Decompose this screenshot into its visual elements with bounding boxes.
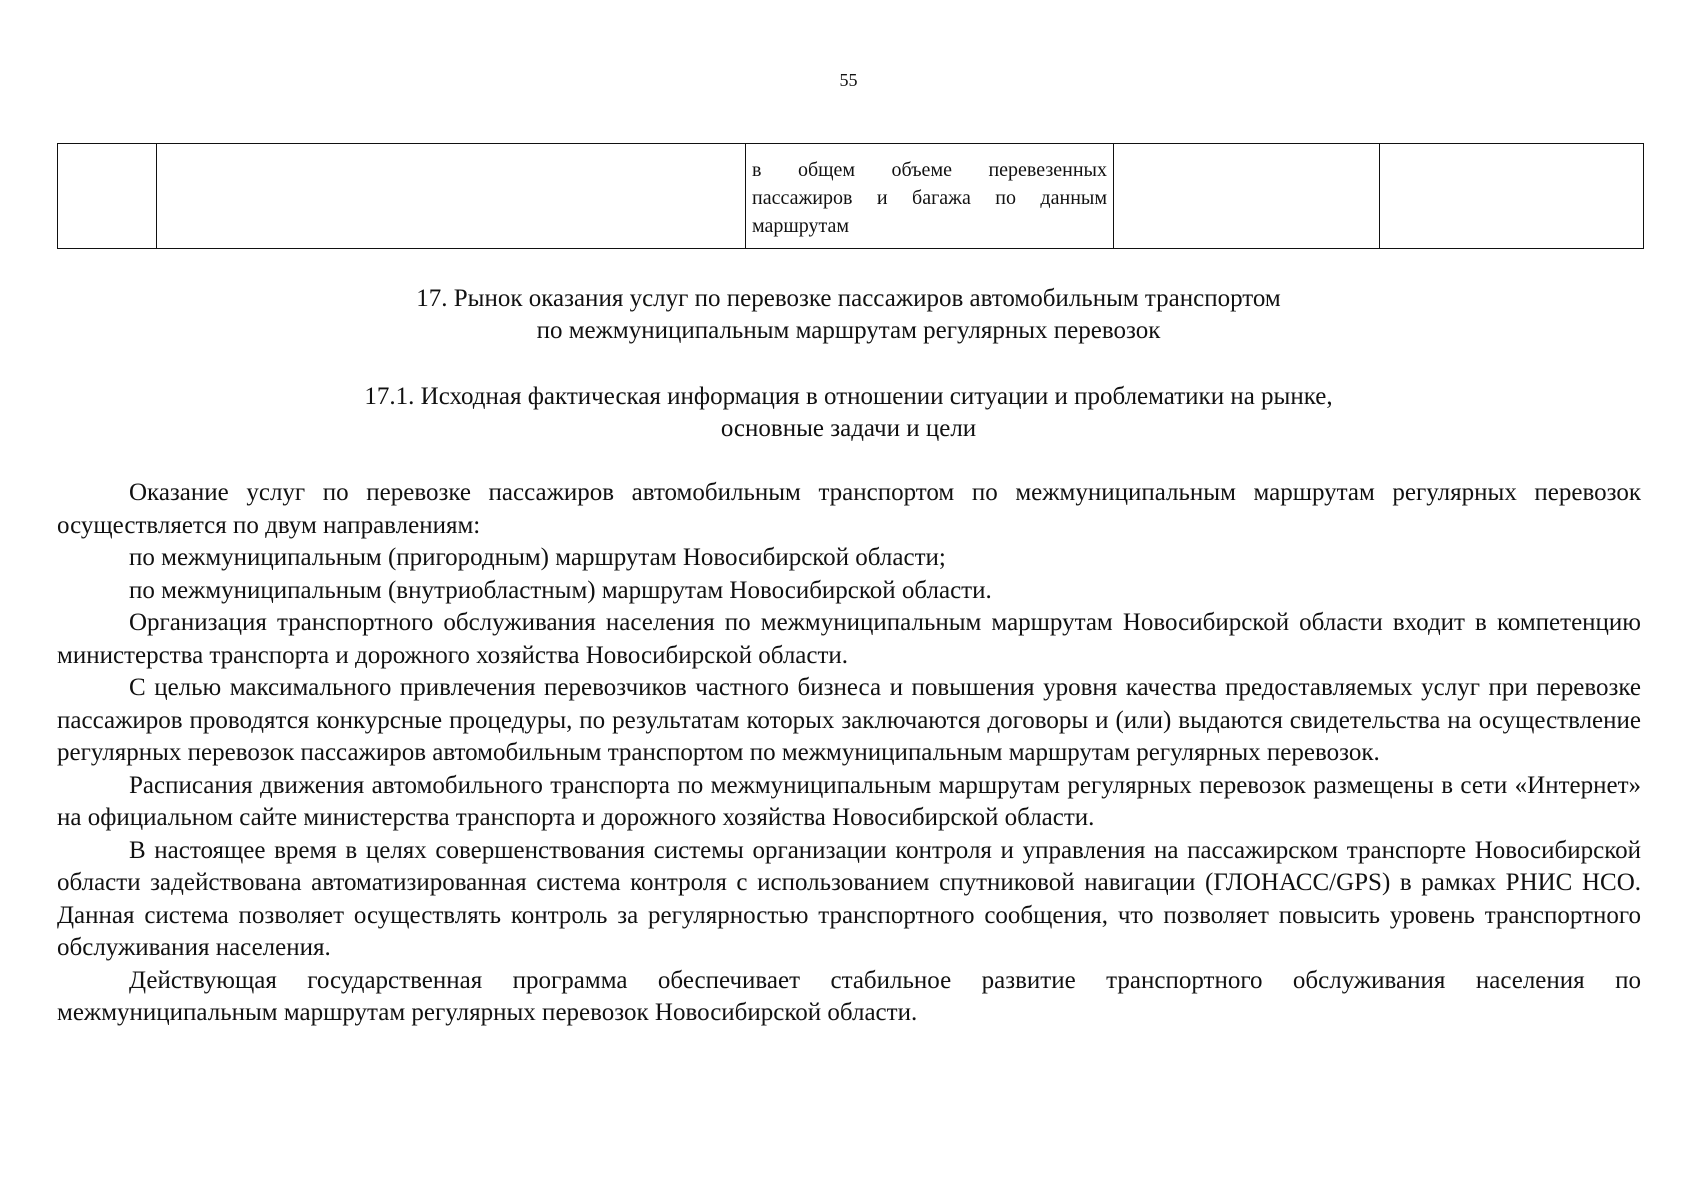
subsection-heading-line: 17.1. Исходная фактическая информация в отношении ситуации и проблематики на рынке, bbox=[364, 383, 1333, 410]
paragraph: Расписания движения автомобильного транспорта по межмуниципальным маршрутам регулярных перевозок размещены в сети «Интернет» на официальном сайте министерства транспорта и дорожного хозяйства Новосибирской области. bbox=[57, 771, 1641, 831]
paragraph: Действующая государственная программа обеспечивает стабильное развитие транспортного обслуживания населения по межмуниципальным маршрутам регулярных перевозок Новосибирской области. bbox=[57, 966, 1641, 1026]
section-heading bbox=[0, 283, 1697, 347]
table-cell-measure bbox=[157, 144, 746, 249]
table-cell-responsible bbox=[1380, 144, 1644, 249]
paragraph: по межмуниципальным (внутриобластным) маршрутам Новосибирской области. bbox=[129, 576, 992, 604]
section-heading-line: по межмуниципальным маршрутам регулярных перевозок bbox=[536, 317, 1161, 344]
page-number: 55 bbox=[839, 70, 858, 90]
table-cell-number bbox=[58, 144, 157, 249]
section-heading-line: 17. Рынок оказания услуг по перевозке пассажиров автомобильным транспортом bbox=[416, 285, 1281, 312]
subsection-heading-line: основные задачи и цели bbox=[720, 415, 977, 442]
paragraph: С целью максимального привлечения перевозчиков частного бизнеса и повышения уровня качества предоставляемых услуг при перевозке пассажиров проводятся конкурсные процедуры, по результатам которых заключаются договоры и (или) выдаются свидетельства на осуществление регулярных перевозок пассажиров автомобильным транспортом по межмуниципальным маршрутам регулярных перевозок. bbox=[57, 674, 1641, 766]
continuation-table bbox=[57, 143, 1644, 249]
table-cell-indicator: в общем объеме перевезенных пассажиров и багажа по данным маршрутам bbox=[746, 144, 1114, 249]
body-text bbox=[57, 477, 1641, 1030]
paragraph: В настоящее время в целях совершенствования системы организации контроля и управления на пассажирском транспорте Новосибирской области задействована автоматизированная система контроля с использованием спутниковой навигации (ГЛОНАСС/GPS) в рамках РНИС НСО. Данная система позволяет осуществлять контроль за регулярностью транспортного сообщения, что позволяет повысить уровень транспортного обслуживания населения. bbox=[57, 836, 1641, 961]
table-row bbox=[58, 144, 1644, 249]
table-cell-value bbox=[1114, 144, 1380, 249]
paragraph: Организация транспортного обслуживания населения по межмуниципальным маршрутам Новосибирской области входит в компетенцию министерства транспорта и дорожного хозяйства Новосибирской области. bbox=[57, 609, 1641, 669]
paragraph: по межмуниципальным (пригородным) маршрутам Новосибирской области; bbox=[129, 544, 946, 571]
paragraph: Оказание услуг по перевозке пассажиров автомобильным транспортом по межмуниципальным маршрутам регулярных перевозок осуществляется по двум направлениям: bbox=[57, 479, 1641, 539]
subsection-heading bbox=[0, 381, 1697, 445]
